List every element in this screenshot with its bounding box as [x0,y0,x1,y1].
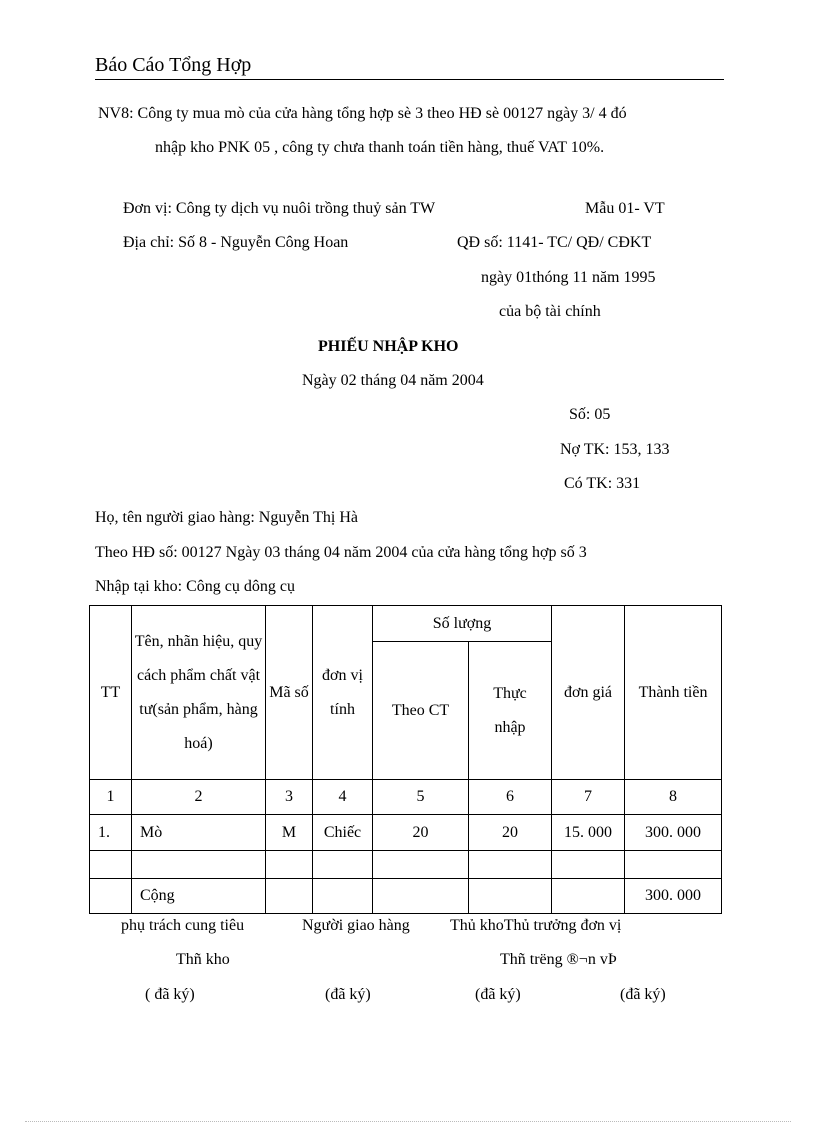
receipt-table [89,605,722,914]
col-number: 1 [90,780,132,815]
table-row [90,815,722,851]
header-unit-price: đơn giá [552,606,625,780]
sig-deliverer-title: Người giao hàng [302,917,410,934]
decision-number: QĐ số: 1141- TC/ QĐ/ CĐKT [457,234,652,251]
sig-signed-4: (đã ký) [620,986,666,1003]
total-amount: 300. 000 [625,879,722,914]
intro-line-1: NV8: Công ty mua mò của cửa hàng tổng hợp sè 3 theo HĐ sè 00127 ngày 3/ 4 đó [98,105,627,122]
row-qty-document: 20 [373,815,469,851]
header-amount: Thành tiền [625,606,722,780]
row-unit: Chiếc [313,815,373,851]
sig-keeper-title: Thñ kho [176,951,230,968]
org-unit: Đơn vị: Công ty dịch vụ nuôi trồng thuỷ sản TW [123,200,436,217]
deliverer-name: Họ, tên người giao hàng: Nguyễn Thị Hà [95,509,359,526]
total-row [90,879,722,914]
col-number: 3 [266,780,313,815]
sig-supply-title: phụ trách cung tiêu [121,917,245,934]
col-number: 5 [373,780,469,815]
intro-line-2: nhập kho PNK 05 , công ty chưa thanh toán tiền hàng, thuế VAT 10%. [155,139,605,156]
header-tt: TT [90,606,132,780]
sig-head-title: Thñ trëng ®¬n vÞ [500,951,617,968]
row-qty-actual: 20 [469,815,552,851]
empty-row [90,851,722,879]
header-quantity: Số lượng [373,606,552,642]
row-item-name: Mò [132,815,266,851]
col-number: 4 [313,780,373,815]
col-number: 6 [469,780,552,815]
row-unit-price: 15. 000 [552,815,625,851]
credit-account: Có TK: 331 [564,475,641,492]
row-tt: 1. [90,815,132,851]
org-address: Địa chỉ: Số 8 - Nguyễn Công Hoan [123,234,349,251]
report-header-title: Báo Cáo Tổng Hợp [95,54,252,76]
decision-date: ngày 01thóng 11 năm 1995 [481,269,656,286]
header-qty-actual: Thực nhập [469,642,552,780]
receipt-date: Ngày 02 tháng 04 năm 2004 [302,372,484,389]
page-bottom-divider [25,1121,791,1122]
invoice-reference: Theo HĐ số: 00127 Ngày 03 tháng 04 năm 2004 của cửa hàng tổng hợp số 3 [95,544,587,561]
receipt-number: Số: 05 [569,406,611,423]
row-amount: 300. 000 [625,815,722,851]
sig-signed-3: (đã ký) [475,986,521,1003]
sig-signed-1: ( đã ký) [145,986,195,1003]
debit-account: Nợ TK: 153, 133 [560,441,670,458]
receipt-title: PHIẾU NHẬP KHO [318,338,459,355]
form-code: Mẫu 01- VT [585,200,665,217]
header-item-name: Tên, nhãn hiệu, quy cách phẩm chất vật tư(sản phẩm, hàng hoá) [132,606,266,780]
header-unit: đơn vị tính [313,606,373,780]
col-number: 8 [625,780,722,815]
col-number: 2 [132,780,266,815]
ministry: của bộ tài chính [499,303,601,320]
col-number: 7 [552,780,625,815]
total-label: Cộng [132,879,266,914]
header-code: Mã số [266,606,313,780]
header-qty-document: Theo CT [373,642,469,780]
header-divider [95,79,724,80]
warehouse-name: Nhập tại kho: Công cụ dông cụ [95,578,295,595]
sig-signed-2: (đã ký) [325,986,371,1003]
sig-keeper-head-title: Thủ khoThủ trưởng đơn vị [450,917,622,934]
row-code: M [266,815,313,851]
